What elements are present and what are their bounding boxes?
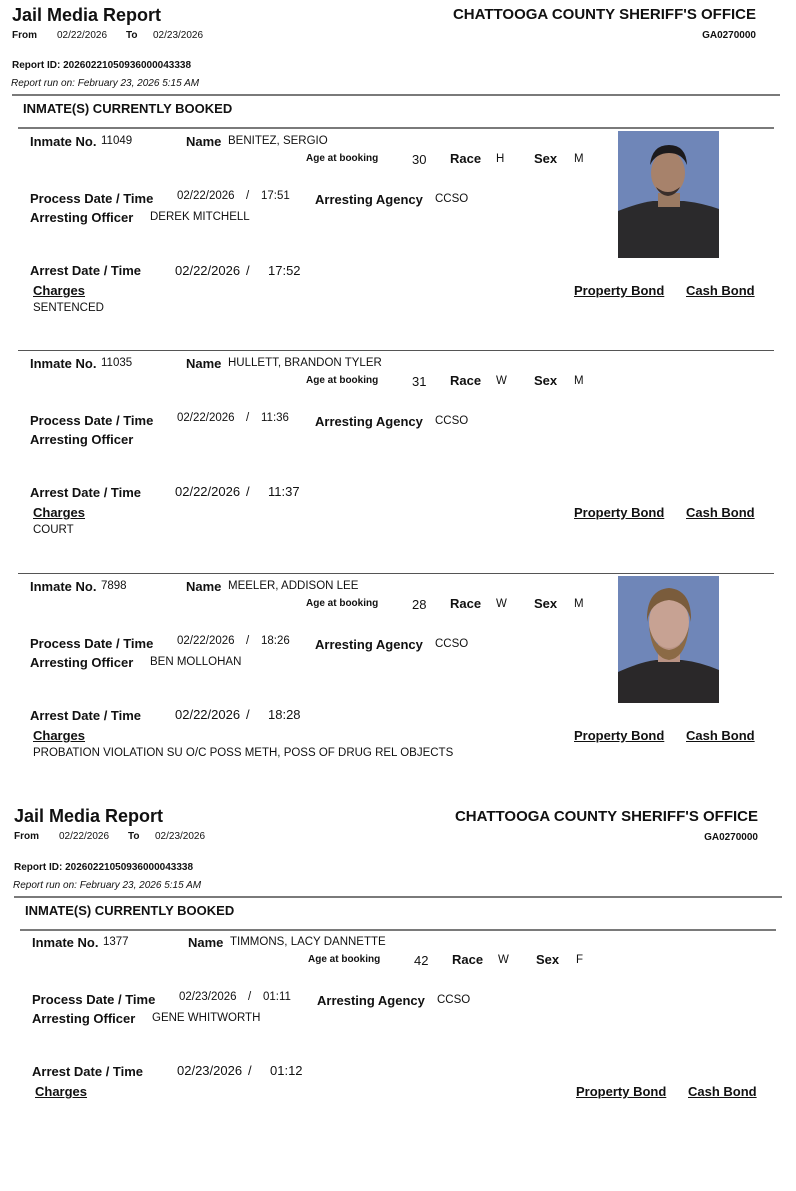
- charge-text: PROBATION VIOLATION SU O/C POSS METH, POSS OF DRUG REL OBJECTS: [33, 747, 454, 759]
- race-label: Race: [452, 952, 484, 967]
- process-label: Process Date / Time: [32, 992, 156, 1007]
- arrest-time: 11:37: [268, 484, 300, 499]
- report-run-on: Report run on: February 23, 2026 5:15 AM: [13, 880, 202, 891]
- inmate-record: [0, 573, 796, 793]
- age-label: Age at booking: [306, 598, 379, 609]
- to-date: 02/23/2026: [155, 831, 206, 842]
- sex-value: M: [574, 153, 584, 165]
- from-label: From: [12, 30, 37, 41]
- officer-value: GENE WHITWORTH: [152, 1012, 261, 1024]
- process-date: 02/22/2026: [177, 412, 235, 424]
- arrest-date: 02/22/2026: [175, 484, 241, 499]
- arrest-date: 02/22/2026: [175, 707, 241, 722]
- section-title: INMATE(S) CURRENTLY BOOKED: [25, 903, 235, 918]
- property-bond-heading: Property Bond: [574, 728, 665, 743]
- charges-heading: Charges: [33, 505, 86, 520]
- sex-value: F: [576, 954, 584, 966]
- process-label: Process Date / Time: [30, 191, 154, 206]
- agency-ori: GA0270000: [702, 30, 756, 41]
- inmate-no-label: Inmate No.: [30, 134, 97, 149]
- sex-value: M: [574, 375, 584, 387]
- race-value: W: [496, 598, 507, 610]
- race-value: H: [496, 153, 505, 165]
- arrest-time: 01:12: [270, 1063, 303, 1078]
- process-time: 17:51: [261, 190, 290, 202]
- slash: /: [246, 707, 250, 722]
- arrest-time: 18:28: [268, 707, 301, 722]
- inmate-record: [2, 930, 796, 1150]
- race-value: W: [498, 954, 509, 966]
- charges-heading: Charges: [35, 1084, 88, 1099]
- report-title: Jail Media Report: [12, 5, 162, 25]
- officer-label: Arresting Officer: [30, 210, 134, 225]
- cash-bond-heading: Cash Bond: [688, 1084, 757, 1099]
- age-label: Age at booking: [306, 153, 379, 164]
- process-label: Process Date / Time: [30, 413, 154, 428]
- inmate-no: 1377: [103, 936, 129, 948]
- inmate-no-label: Inmate No.: [30, 579, 97, 594]
- property-bond-heading: Property Bond: [576, 1084, 667, 1099]
- charges-heading: Charges: [33, 283, 86, 298]
- report-id: Report ID: 20260221050936000043338: [12, 60, 192, 71]
- inmate-no: 11035: [101, 357, 133, 369]
- slash: /: [246, 190, 250, 202]
- arrest-label: Arrest Date / Time: [30, 708, 142, 723]
- arrest-date: 02/23/2026: [177, 1063, 243, 1078]
- officer-value: DEREK MITCHELL: [150, 211, 250, 223]
- to-label: To: [126, 30, 138, 41]
- agency-name: CHATTOOGA COUNTY SHERIFF'S OFFICE: [454, 808, 758, 825]
- slash: /: [246, 635, 250, 647]
- property-bond-heading: Property Bond: [574, 505, 665, 520]
- header-divider: [14, 896, 782, 898]
- sex-label: Sex: [534, 151, 558, 166]
- to-label: To: [128, 831, 140, 842]
- name-label: Name: [186, 356, 222, 371]
- inmate-record: [0, 350, 796, 570]
- slash: /: [246, 484, 250, 499]
- cash-bond-heading: Cash Bond: [686, 283, 755, 298]
- agency-label: Arresting Agency: [315, 637, 423, 652]
- arrest-label: Arrest Date / Time: [32, 1064, 144, 1079]
- agency-value: CCSO: [435, 193, 469, 205]
- race-label: Race: [450, 373, 482, 388]
- race-value: W: [496, 375, 507, 387]
- sex-value: M: [574, 598, 584, 610]
- arrest-label: Arrest Date / Time: [30, 485, 142, 500]
- process-date: 02/22/2026: [177, 635, 235, 647]
- officer-label: Arresting Officer: [30, 655, 134, 670]
- cash-bond-heading: Cash Bond: [686, 728, 755, 743]
- arrest-time: 17:52: [268, 263, 301, 278]
- agency-value: CCSO: [435, 415, 469, 427]
- agency-value: CCSO: [437, 994, 471, 1006]
- process-time: 18:26: [261, 635, 290, 647]
- agency-label: Arresting Agency: [317, 993, 425, 1008]
- sex-label: Sex: [534, 596, 558, 611]
- process-time: 11:36: [261, 412, 289, 424]
- inmate-name: MEELER, ADDISON LEE: [228, 580, 359, 592]
- agency-name: CHATTOOGA COUNTY SHERIFF'S OFFICE: [452, 6, 756, 23]
- sex-label: Sex: [536, 952, 560, 967]
- inmate-no-label: Inmate No.: [32, 935, 99, 950]
- agency-label: Arresting Agency: [315, 414, 423, 429]
- name-label: Name: [186, 134, 222, 149]
- arrest-date: 02/22/2026: [175, 263, 241, 278]
- inmate-no: 11049: [101, 135, 133, 147]
- age-value: 42: [414, 953, 429, 968]
- arrest-label: Arrest Date / Time: [30, 263, 142, 278]
- report-title: Jail Media Report: [14, 806, 164, 826]
- from-date: 02/22/2026: [59, 831, 110, 842]
- charge-text: SENTENCED: [33, 302, 104, 314]
- race-label: Race: [450, 596, 482, 611]
- section-title: INMATE(S) CURRENTLY BOOKED: [23, 101, 233, 116]
- inmate-no-label: Inmate No.: [30, 356, 97, 371]
- booking-photo: [618, 131, 719, 258]
- inmate-name: HULLETT, BRANDON TYLER: [228, 357, 382, 369]
- report-run-on: Report run on: February 23, 2026 5:15 AM: [11, 78, 200, 89]
- officer-value: BEN MOLLOHAN: [150, 656, 242, 668]
- inmate-record: [0, 128, 796, 348]
- agency-label: Arresting Agency: [315, 192, 423, 207]
- age-value: 28: [412, 597, 427, 612]
- charges-heading: Charges: [33, 728, 86, 743]
- age-value: 30: [412, 152, 427, 167]
- booking-photo: [618, 576, 719, 703]
- name-label: Name: [188, 935, 224, 950]
- agency-ori: GA0270000: [704, 832, 758, 843]
- to-date: 02/23/2026: [153, 30, 204, 41]
- age-value: 31: [412, 374, 427, 389]
- process-label: Process Date / Time: [30, 636, 154, 651]
- cash-bond-heading: Cash Bond: [686, 505, 755, 520]
- inmate-no: 7898: [101, 580, 127, 592]
- property-bond-heading: Property Bond: [574, 283, 665, 298]
- slash: /: [246, 412, 250, 424]
- officer-label: Arresting Officer: [30, 432, 134, 447]
- inmate-name: BENITEZ, SERGIO: [228, 135, 328, 147]
- slash: /: [248, 1063, 252, 1078]
- inmate-name: TIMMONS, LACY DANNETTE: [230, 936, 386, 948]
- agency-value: CCSO: [435, 638, 469, 650]
- process-date: 02/22/2026: [177, 190, 235, 202]
- age-label: Age at booking: [308, 954, 381, 965]
- slash: /: [248, 991, 252, 1003]
- process-date: 02/23/2026: [179, 991, 237, 1003]
- charge-text: COURT: [33, 524, 74, 536]
- process-time: 01:11: [263, 991, 291, 1003]
- from-label: From: [14, 831, 39, 842]
- sex-label: Sex: [534, 373, 558, 388]
- report-id: Report ID: 20260221050936000043338: [14, 862, 194, 873]
- header-divider: [12, 94, 780, 96]
- age-label: Age at booking: [306, 375, 379, 386]
- race-label: Race: [450, 151, 482, 166]
- from-date: 02/22/2026: [57, 30, 108, 41]
- officer-label: Arresting Officer: [32, 1011, 136, 1026]
- name-label: Name: [186, 579, 222, 594]
- slash: /: [246, 263, 250, 278]
